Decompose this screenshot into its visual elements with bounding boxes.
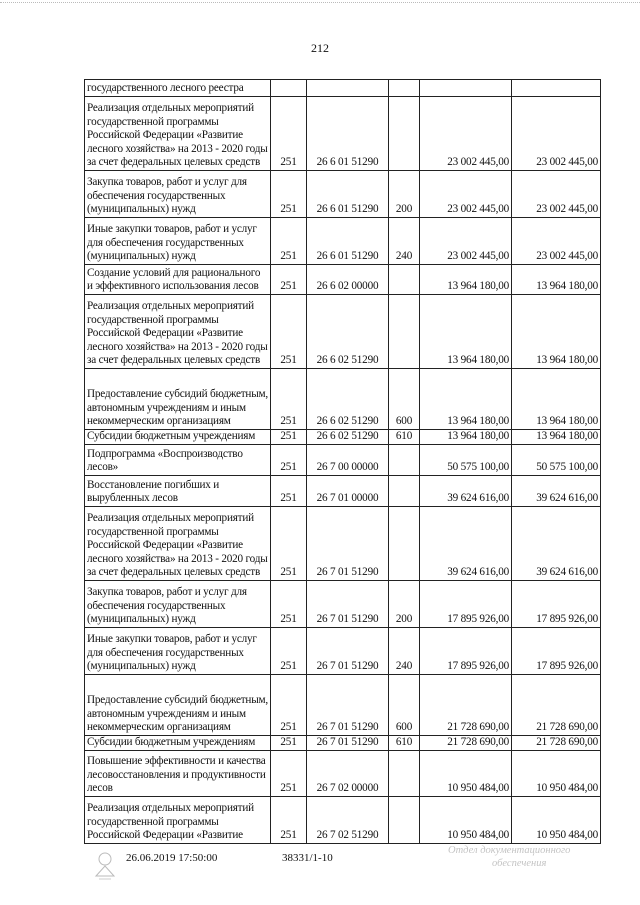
row-csr-cell: 26 7 01 51290 xyxy=(307,675,389,736)
row-vr-cell: 240 xyxy=(389,628,420,675)
row-amount-cell: 10 950 484,00 xyxy=(420,797,512,844)
row-csr-cell: 26 6 01 51290 xyxy=(307,97,389,171)
row-csr-cell: 26 7 00 00000 xyxy=(307,445,389,476)
row-name-cell: Реализация отдельных мероприятий государственной программы Российской Федерации «Развитие xyxy=(85,797,271,844)
row-csr-cell: 26 6 02 51290 xyxy=(307,369,389,430)
row-grbs-cell: 251 xyxy=(271,751,307,797)
row-csr-cell: 26 6 02 51290 xyxy=(307,430,389,445)
row-name-cell: Повышение эффективности и качества лесовосстановления и продуктивности лесов xyxy=(85,751,271,797)
row-amount-cell: 13 964 180,00 xyxy=(512,430,601,445)
row-name-cell: Восстановление погибших и вырубленных лесов xyxy=(85,476,271,507)
row-amount-cell: 17 895 926,00 xyxy=(512,581,601,628)
table-row xyxy=(85,797,601,844)
table-row xyxy=(85,581,601,628)
top-scan-edge xyxy=(0,2,640,4)
footer-doc-number: 38331/1-10 xyxy=(282,852,333,864)
row-grbs-cell: 251 xyxy=(271,581,307,628)
row-csr-cell xyxy=(307,80,389,97)
row-amount-cell: 23 002 445,00 xyxy=(512,97,601,171)
row-amount-cell: 23 002 445,00 xyxy=(512,218,601,265)
row-csr-cell: 26 6 02 00000 xyxy=(307,265,389,295)
row-vr-cell: 610 xyxy=(389,430,420,445)
row-name-cell: Иные закупки товаров, работ и услуг для обеспечения государственных (муниципальных) нужд xyxy=(85,218,271,265)
row-amount-cell: 10 950 484,00 xyxy=(420,751,512,797)
table-row xyxy=(85,265,601,295)
row-grbs-cell: 251 xyxy=(271,445,307,476)
row-csr-cell: 26 7 01 51290 xyxy=(307,628,389,675)
row-amount-cell: 17 895 926,00 xyxy=(420,628,512,675)
table-row xyxy=(85,369,601,430)
row-vr-cell: 600 xyxy=(389,675,420,736)
row-amount-cell: 13 964 180,00 xyxy=(512,265,601,295)
row-grbs-cell: 251 xyxy=(271,675,307,736)
table-row xyxy=(85,295,601,369)
table-row xyxy=(85,218,601,265)
row-vr-cell: 240 xyxy=(389,218,420,265)
row-grbs-cell: 251 xyxy=(271,97,307,171)
table-row xyxy=(85,628,601,675)
row-name-cell: Закупка товаров, работ и услуг для обеспечения государственных (муниципальных) нужд xyxy=(85,171,271,218)
row-grbs-cell: 251 xyxy=(271,265,307,295)
row-vr-cell: 610 xyxy=(389,736,420,751)
row-grbs-cell: 251 xyxy=(271,476,307,507)
table-body xyxy=(85,80,601,844)
row-amount-cell: 13 964 180,00 xyxy=(420,430,512,445)
row-vr-cell: 600 xyxy=(389,369,420,430)
row-name-cell: Иные закупки товаров, работ и услуг для обеспечения государственных (муниципальных) нужд xyxy=(85,628,271,675)
row-grbs-cell: 251 xyxy=(271,628,307,675)
row-grbs-cell: 251 xyxy=(271,797,307,844)
row-amount-cell: 21 728 690,00 xyxy=(420,675,512,736)
row-amount-cell: 50 575 100,00 xyxy=(420,445,512,476)
table-row xyxy=(85,80,601,97)
row-csr-cell: 26 6 02 51290 xyxy=(307,295,389,369)
row-grbs-cell: 251 xyxy=(271,295,307,369)
row-vr-cell xyxy=(389,265,420,295)
row-vr-cell xyxy=(389,797,420,844)
stamp-line-2: обеспечения xyxy=(492,858,547,869)
row-amount-cell: 13 964 180,00 xyxy=(512,369,601,430)
row-amount-cell: 23 002 445,00 xyxy=(512,171,601,218)
row-name-cell: Реализация отдельных мероприятий государственной программы Российской Федерации «Развитие лесного хозяйства» на 2013 - 2020 годы за счет федеральных целевых средств xyxy=(85,97,271,171)
row-vr-cell xyxy=(389,751,420,797)
row-name-cell: Реализация отдельных мероприятий государственной программы Российской Федерации «Развитие лесного хозяйства» на 2013 - 2020 годы за счет федеральных целевых средств xyxy=(85,507,271,581)
table-row xyxy=(85,476,601,507)
row-amount-cell: 21 728 690,00 xyxy=(512,675,601,736)
row-vr-cell xyxy=(389,507,420,581)
row-grbs-cell: 251 xyxy=(271,430,307,445)
budget-table xyxy=(84,79,601,844)
row-vr-cell xyxy=(389,295,420,369)
row-grbs-cell: 251 xyxy=(271,507,307,581)
row-csr-cell: 26 7 01 51290 xyxy=(307,581,389,628)
row-amount-cell: 39 624 616,00 xyxy=(512,507,601,581)
row-amount-cell: 13 964 180,00 xyxy=(512,295,601,369)
row-grbs-cell: 251 xyxy=(271,171,307,218)
row-amount-cell: 10 950 484,00 xyxy=(512,797,601,844)
row-vr-cell xyxy=(389,445,420,476)
footer-datetime: 26.06.2019 17:50:00 xyxy=(126,852,218,864)
row-amount-cell xyxy=(420,80,512,97)
row-csr-cell: 26 7 02 00000 xyxy=(307,751,389,797)
row-grbs-cell: 251 xyxy=(271,736,307,751)
row-vr-cell xyxy=(389,97,420,171)
row-amount-cell: 39 624 616,00 xyxy=(420,476,512,507)
table-row xyxy=(85,97,601,171)
row-name-cell: Предоставление субсидий бюджетным, автономным учреждениям и иным некоммерческим организациям xyxy=(85,369,271,430)
table-row xyxy=(85,736,601,751)
row-csr-cell: 26 7 01 51290 xyxy=(307,507,389,581)
row-amount-cell: 50 575 100,00 xyxy=(512,445,601,476)
row-csr-cell: 26 7 01 51290 xyxy=(307,736,389,751)
row-csr-cell: 26 7 01 00000 xyxy=(307,476,389,507)
page-footer xyxy=(0,845,640,888)
row-amount-cell: 21 728 690,00 xyxy=(420,736,512,751)
row-vr-cell xyxy=(389,80,420,97)
row-name-cell: Подпрограмма «Воспроизводство лесов» xyxy=(85,445,271,476)
row-grbs-cell: 251 xyxy=(271,369,307,430)
table-row xyxy=(85,507,601,581)
row-amount-cell: 23 002 445,00 xyxy=(420,218,512,265)
row-amount-cell: 21 728 690,00 xyxy=(512,736,601,751)
row-amount-cell: 13 964 180,00 xyxy=(420,265,512,295)
row-amount-cell: 13 964 180,00 xyxy=(420,295,512,369)
row-name-cell: Субсидии бюджетным учреждениям xyxy=(85,430,271,445)
row-vr-cell: 200 xyxy=(389,171,420,218)
table-row xyxy=(85,751,601,797)
row-csr-cell: 26 7 02 51290 xyxy=(307,797,389,844)
row-name-cell: Реализация отдельных мероприятий государственной программы Российской Федерации «Развитие лесного хозяйства» на 2013 - 2020 годы за счет федеральных целевых средств xyxy=(85,295,271,369)
row-name-cell: Субсидии бюджетным учреждениям xyxy=(85,736,271,751)
row-amount-cell: 23 002 445,00 xyxy=(420,171,512,218)
row-csr-cell: 26 6 01 51290 xyxy=(307,218,389,265)
row-name-cell: Закупка товаров, работ и услуг для обеспечения государственных (муниципальных) нужд xyxy=(85,581,271,628)
row-amount-cell: 39 624 616,00 xyxy=(512,476,601,507)
row-grbs-cell: 251 xyxy=(271,218,307,265)
row-amount-cell: 13 964 180,00 xyxy=(420,369,512,430)
row-grbs-cell xyxy=(271,80,307,97)
row-csr-cell: 26 6 01 51290 xyxy=(307,171,389,218)
row-name-cell: Предоставление субсидий бюджетным, автономным учреждениям и иным некоммерческим организациям xyxy=(85,675,271,736)
table-row xyxy=(85,430,601,445)
row-amount-cell: 17 895 926,00 xyxy=(420,581,512,628)
seal-icon xyxy=(92,848,118,880)
row-amount-cell: 17 895 926,00 xyxy=(512,628,601,675)
table-row xyxy=(85,445,601,476)
stamp-line-1: Отдел документационного xyxy=(448,845,571,856)
row-amount-cell xyxy=(512,80,601,97)
page-number: 212 xyxy=(311,41,329,55)
table-row xyxy=(85,171,601,218)
row-name-cell: Создание условий для рационального и эффективного использования лесов xyxy=(85,265,271,295)
row-vr-cell: 200 xyxy=(389,581,420,628)
row-amount-cell: 10 950 484,00 xyxy=(512,751,601,797)
row-vr-cell xyxy=(389,476,420,507)
table-row xyxy=(85,675,601,736)
row-amount-cell: 39 624 616,00 xyxy=(420,507,512,581)
department-stamp xyxy=(448,844,570,870)
row-amount-cell: 23 002 445,00 xyxy=(420,97,512,171)
row-name-cell: государственного лесного реестра xyxy=(85,80,271,97)
